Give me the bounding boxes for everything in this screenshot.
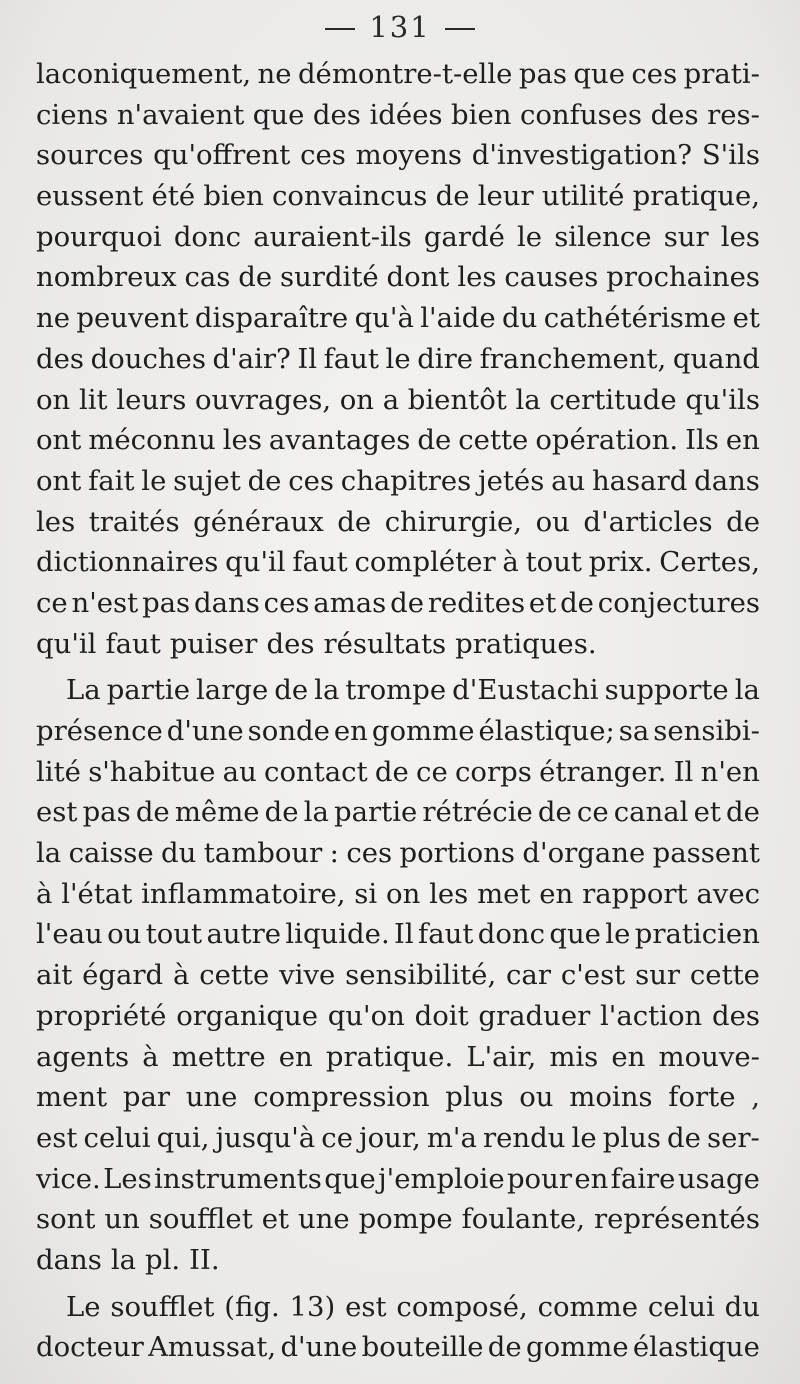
header-dash-left — [325, 28, 355, 30]
text-line: à l'état inflammatoire, si on les met en rapport avec — [36, 877, 760, 910]
text-line: La partie large de la trompe d'Eustachi supporte la — [66, 674, 760, 707]
text-line: agents à mettre en pratique. L'air, mis en mouve- — [36, 1040, 760, 1073]
page-header — [0, 10, 800, 44]
text-line: dans la pl. II. — [36, 1243, 220, 1276]
text-line: l'eau ou tout autre liquide. Il faut donc que le praticien — [36, 918, 760, 951]
text-line: dictionnaires qu'il faut compléter à tout prix. Certes, — [36, 546, 760, 579]
text-line: ont méconnu les avantages de cette opération. Ils en — [36, 424, 760, 457]
text-line: ait égard à cette vive sensibilité, car c'est sur cette — [36, 959, 760, 992]
text-line: la caisse du tambour : ces portions d'organe passent — [36, 837, 760, 870]
text-line: on lit leurs ouvrages, on a bientôt la certitude qu'ils — [36, 383, 760, 416]
text-line: ce n'est pas dans ces amas de redites et de conjectures — [36, 586, 760, 619]
text-line: ont fait le sujet de ces chapitres jetés au hasard dans — [36, 464, 760, 497]
text-line: présence d'une sonde en gomme élastique; sa sensibi- — [36, 715, 760, 747]
page-number: 131 — [369, 10, 431, 44]
text-line: propriété organique qu'on doit graduer l'action des — [36, 999, 760, 1032]
text-line: nombreux cas de surdité dont les causes prochaines — [36, 261, 760, 294]
text-line: ment par une compression plus ou moins forte , — [36, 1081, 760, 1114]
paragraph — [36, 54, 760, 664]
text-line: pourquoi donc auraient-ils gardé le silence sur les — [36, 220, 760, 253]
text-line: sont un soufflet et une pompe foulante, représentés — [36, 1203, 760, 1236]
body-text — [36, 54, 760, 1368]
text-line: sources qu'offrent ces moyens d'investigation? S'ils — [36, 139, 760, 172]
text-line: est pas de même de la partie rétrécie de ce canal et de — [36, 796, 760, 829]
paragraph — [36, 1287, 760, 1368]
text-line: vice. Les instruments que j'emploie pour en faire usage — [36, 1162, 760, 1195]
text-line: qu'il faut puiser des résultats pratiques. — [36, 627, 597, 660]
header-dash-right — [445, 28, 475, 30]
text-line: Le soufflet (fig. 13) est composé, comme celui du — [66, 1290, 760, 1323]
text-line: lité s'habitue au contact de ce corps étranger. Il n'en — [36, 755, 760, 788]
paragraph — [36, 670, 760, 1280]
text-line: ciens n'avaient que des idées bien confuses des res- — [36, 98, 760, 131]
text-line: ne peuvent disparaître qu'à l'aide du cathétérisme et — [36, 302, 760, 335]
text-line: laconiquement, ne démontre-t-elle pas que ces prati- — [36, 58, 760, 90]
text-line: est celui qui, jusqu'à ce jour, m'a rendu le plus de ser- — [36, 1121, 760, 1154]
text-line: eussent été bien convaincus de leur utilité pratique, — [36, 180, 760, 213]
text-line: les traités généraux de chirurgie, ou d'articles de — [36, 505, 760, 538]
text-line: des douches d'air? Il faut le dire franchement, quand — [36, 342, 760, 375]
text-line: docteur Amussat, d'une bouteille de gomme élastique — [36, 1331, 760, 1364]
